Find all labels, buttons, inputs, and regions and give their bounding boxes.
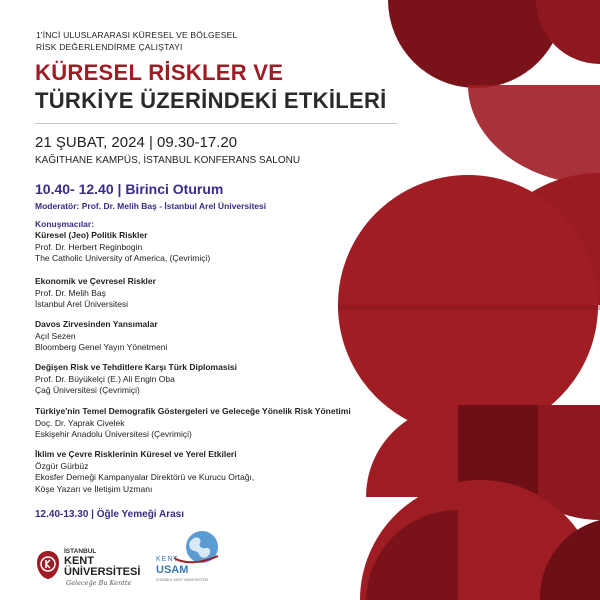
event-subtitle-line2: RİSK DEĞERLENDİRME ÇALIŞTAYI [36, 42, 183, 52]
kent-logo-line2: KENT [64, 555, 94, 567]
talk-speaker: Prof. Dr. Büyükelçi (E.) Ali Engin Oba [35, 373, 175, 384]
kent-logo-line1: İSTANBUL [64, 548, 97, 555]
globe-icon [172, 530, 222, 566]
session-title: 10.40- 12.40 | Birinci Oturum [35, 181, 224, 197]
talk-speaker: Prof. Dr. Herbert Reginbogin [35, 241, 143, 252]
talk-affiliation: İstanbul Arel Üniversitesi [35, 299, 129, 309]
talk-speaker: Açıl Sezen [35, 330, 76, 341]
speakers-label: Konuşmacılar: [35, 219, 95, 229]
talk-item [35, 319, 435, 354]
usam-logo-line2: USAM [156, 564, 189, 576]
usam-logo-caption: İSTANBUL KENT ÜNİVERSİTESİ [156, 578, 209, 582]
talk-title: Türkiye'nin Temel Demografik Göstergeleri ve Geleceğe Yönelik Risk Yönetimi [35, 406, 351, 416]
talk-speaker: Özgür Gürbüz [35, 460, 89, 471]
talk-item [35, 230, 435, 265]
talk-affiliation-line2: Köşe Yazarı ve İletişim Uzmanı [35, 483, 153, 494]
talk-item [35, 276, 435, 311]
lunch-break: 12.40-13.30 | Öğle Yemeği Arası [35, 509, 184, 520]
talk-title: Ekonomik ve Çevresel Riskler [35, 276, 156, 286]
kent-emblem-icon [36, 550, 60, 580]
talk-item [35, 362, 435, 397]
talk-affiliation: Eskişehir Anadolu Üniversitesi (Çevrimiçi) [35, 429, 192, 439]
talk-title: İklim ve Çevre Risklerinin Küresel ve Yerel Etkileri [35, 449, 237, 459]
talk-item [35, 449, 435, 495]
talk-title: Küresel (Jeo) Politik Riskler [35, 230, 148, 240]
talk-item [35, 406, 435, 441]
usam-logo-line1: KENT [156, 556, 179, 563]
event-date-time: 21 ŞUBAT, 2024 | 09.30-17.20 [35, 134, 238, 151]
talk-speaker: Doç. Dr. Yaprak Civelek [35, 417, 125, 428]
kent-university-logo [36, 548, 146, 590]
talk-affiliation: The Catholic University of America, (Çevrimiçi) [35, 253, 211, 263]
talk-title: Değişen Risk ve Tehditlere Karşı Türk Diplomasisi [35, 362, 238, 372]
session-moderator: Moderatör: Prof. Dr. Melih Baş - İstanbul Arel Üniversitesi [35, 201, 267, 211]
kent-usam-logo [154, 530, 226, 590]
talk-affiliation: Çağ Üniversitesi (Çevrimiçi) [35, 385, 140, 395]
event-subtitle-line1: 1'İNCİ ULUSLARARASI KÜRESEL VE BÖLGESEL [36, 30, 238, 40]
talk-title: Davos Zirvesinden Yansımalar [35, 319, 158, 329]
talk-speaker: Prof. Dr. Melih Baş [35, 287, 106, 298]
shape-top-right-quarter [536, 0, 600, 64]
event-title-line2: TÜRKİYE ÜZERİNDEKİ ETKİLERİ [35, 88, 387, 113]
shape-bottom-quarter-dark [366, 510, 458, 600]
shape-right-quarter-large [468, 85, 600, 185]
kent-logo-tagline: Geleceğe Bu Kentte [66, 579, 132, 587]
talk-affiliation: Ekosfer Derneği Kampanyalar Direktörü ve Kurucu Ortağı, [35, 472, 255, 482]
event-title-line1: KÜRESEL RİSKLER VE [35, 60, 284, 85]
title-divider [35, 123, 397, 124]
talk-affiliation: Bloomberg Genel Yayın Yönetmeni [35, 342, 168, 352]
event-venue: KAĞITHANE KAMPÜS, İSTANBUL KONFERANS SALONU [35, 155, 301, 166]
kent-logo-line3: ÜNİVERSİTESİ [64, 566, 141, 578]
